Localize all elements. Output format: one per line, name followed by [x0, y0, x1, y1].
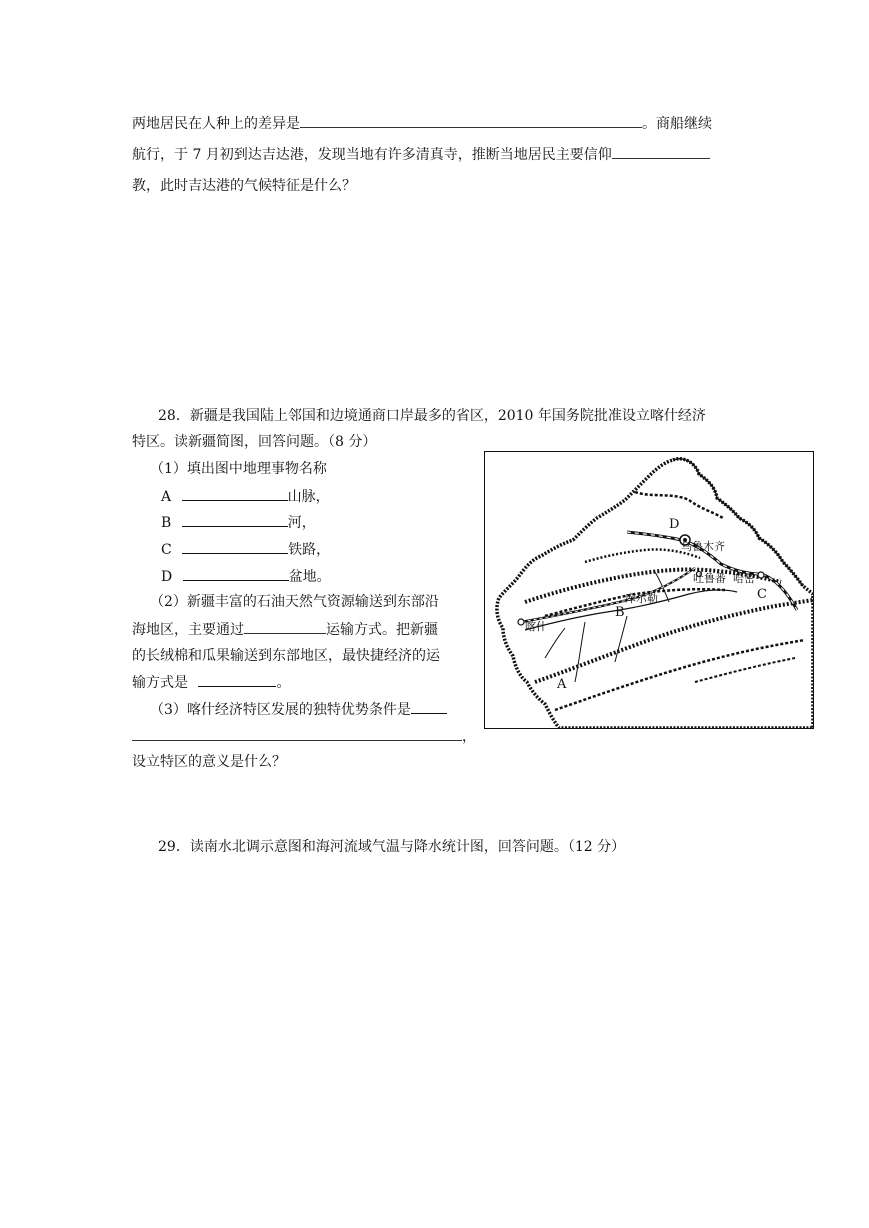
q28-sub1: （1）填出图中地理事物名称 — [150, 461, 327, 477]
sub2-line4-text: 输方式是 — [132, 675, 188, 691]
item-letter: B — [161, 515, 172, 531]
kashi-marker — [518, 619, 524, 625]
advantage-blank[interactable] — [132, 726, 462, 741]
label-urumqi: 乌鲁木齐 — [681, 540, 725, 553]
q27-line2-text: 航行，于 7 月初到达吉达港，发现当地有许多清真寺，推断当地居民主要信仰 — [132, 147, 612, 163]
item-letter: C — [161, 542, 172, 558]
q27-line1-tail: 。商船继续 — [642, 116, 712, 132]
label-c: C — [757, 587, 767, 602]
item-b-blank[interactable] — [182, 512, 288, 527]
q28-sub2-line4 — [132, 672, 290, 693]
q28-line1: 28．新疆是我国陆上邻国和边境通商口岸最多的省区，2010 年国务院批准设立喀什经济 — [158, 408, 706, 424]
label-d: D — [669, 517, 680, 532]
tributary-river-3 — [545, 628, 565, 658]
q28-sub2-line1: （2）新疆丰富的石油天然气资源输送到东部沿 — [150, 594, 439, 610]
q27-line1-text: 两地居民在人种上的差异是 — [132, 116, 300, 132]
q28-line2: 特区。读新疆简图，回答问题。（8 分） — [132, 434, 377, 450]
q28-sub3-line2 — [132, 726, 476, 747]
q28-sub2-line2 — [132, 619, 438, 640]
q27-line2 — [132, 144, 710, 165]
label-kuerle: 库尔勒 — [625, 592, 658, 605]
cotton-transport-blank[interactable] — [198, 672, 276, 687]
sub2-line2-a: 海地区，主要通过 — [132, 622, 244, 638]
label-kashi: 喀什 — [525, 620, 547, 633]
item-suffix: 铁路， — [288, 542, 331, 558]
sub3-line2-tail: ， — [462, 729, 476, 745]
item-d-blank[interactable] — [183, 566, 289, 581]
altun-range — [695, 658, 795, 682]
q28-sub3-line3: 设立特区的意义是什么？ — [132, 754, 286, 770]
border-outline-inner — [673, 459, 803, 586]
sub3-line1-text: （3）喀什经济特区发展的独特优势条件是 — [150, 702, 411, 718]
advantage-blank-start[interactable] — [411, 699, 447, 714]
kunlun-south-range — [555, 640, 805, 710]
oil-transport-blank[interactable] — [244, 619, 326, 634]
q28-item-d — [161, 566, 331, 587]
item-letter: A — [161, 489, 172, 505]
xinjiang-map — [484, 451, 814, 729]
item-letter: D — [161, 569, 173, 585]
hami-marker — [758, 572, 764, 578]
q29-line1: 29．读南水北调示意图和海河流域气温与降水统计图，回答问题。（12 分） — [158, 839, 626, 855]
item-suffix: 盆地。 — [288, 569, 331, 585]
q27-race-blank[interactable] — [300, 113, 642, 128]
label-turpan: 吐鲁番 — [693, 572, 726, 585]
label-b: B — [615, 605, 625, 620]
nanjiang-railway — [521, 568, 695, 622]
item-suffix: 河， — [287, 515, 316, 531]
label-a: A — [557, 677, 567, 692]
q28-item-c — [161, 539, 330, 560]
xinjiang-map-svg — [485, 452, 813, 728]
q28-sub2-line3: 的长绒棉和瓜果输送到东部地区，最快捷经济的运 — [132, 648, 440, 664]
altai-mountains — [635, 492, 723, 518]
q27-line1 — [132, 113, 712, 134]
item-a-blank[interactable] — [182, 486, 288, 501]
item-c-blank[interactable] — [182, 539, 288, 554]
sub2-line4-tail: 。 — [276, 675, 291, 691]
tributary-river-1 — [575, 622, 585, 682]
q28-sub3-line1 — [150, 699, 447, 720]
tributary-river-2 — [615, 616, 627, 662]
q28-item-b — [161, 512, 316, 533]
item-suffix: 山脉， — [287, 489, 330, 505]
nanjiang-railway-dash — [521, 568, 695, 622]
q27-line3: 教，此时吉达港的气候特征是什么？ — [132, 178, 356, 194]
label-hami: 哈密 — [733, 572, 755, 585]
sub2-line2-b: 运输方式。把新疆 — [326, 622, 438, 638]
q27-religion-blank[interactable] — [612, 144, 710, 159]
q28-item-a — [161, 486, 330, 507]
